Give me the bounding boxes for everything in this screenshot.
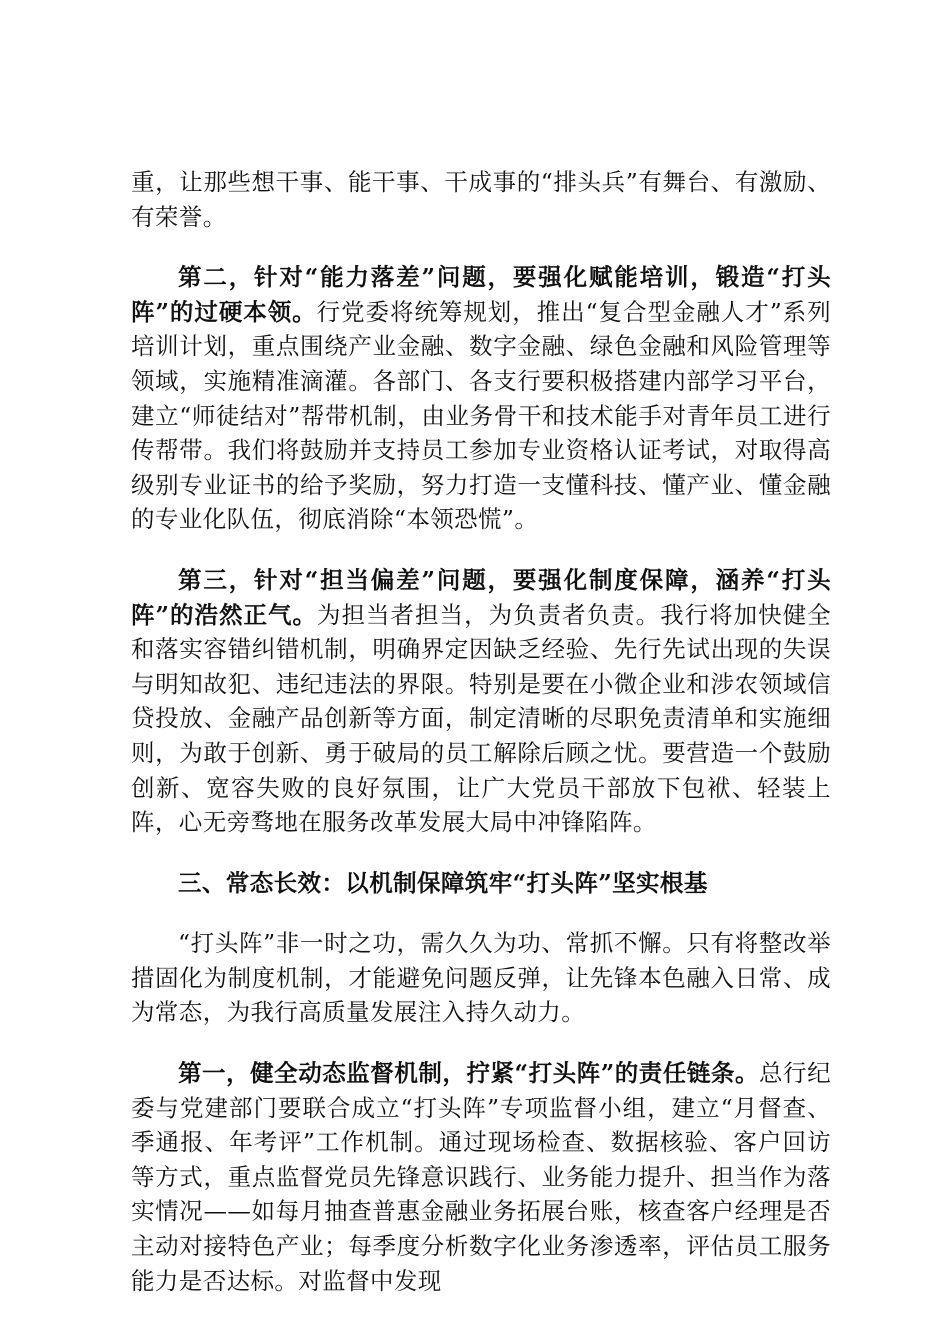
paragraph-lead-bold: 第二，针对“能力落差”问题，要强化赋能培训，锻造“打头阵”的过硬本领。 <box>131 263 831 326</box>
section-heading: 三、常态长效：以机制保障筑牢“打头阵”坚实根基 <box>178 868 708 897</box>
paragraph-continuation: 重，让那些想干事、能干事、干成事的“排头兵”有舞台、有激励、有荣誉。 <box>131 168 831 231</box>
paragraph-body: 为担当者担当，为负责者负责。我行将加快健全和落实容错纠错机制，明确界定因缺乏经验、先行先试出现的失误与明知故犯、违纪违法的界限。特别是要在小微企业和涉农领域信贷投放、金融产品创新等方面，制定清晰的尽职免责清单和实施细则，为敢于创新、勇于破局的员工解除后顾之忧。要营造一个鼓励创新、宽容失败的良好氛围，让广大党员干部放下包袱、轻装上阵，心无旁骛地在服务改革发展大局中冲锋陷阵。 <box>131 600 831 837</box>
paragraph-second-measure <box>131 260 831 537</box>
paragraph-body: 总行纪委与党建部门要联合成立“打头阵”专项监督小组，建立“月督查、季通报、年考评”工作机制。通过现场检查、数据核验、客户回访等方式，重点监督党员先锋意识践行、业务能力提升、担当作为落实情况——如每月抽查普惠金融业务拓展台账，核查客户经理是否主动对接特色产业；每季度分析数字化业务渗透率，评估员工服务能力是否达标。对监督中发现 <box>131 1059 831 1295</box>
paragraph-first-mechanism <box>131 1056 831 1298</box>
paragraph-lead-bold: 第三，针对“担当偏差”问题，要强化制度保障，涵养“打头阵”的浩然正气。 <box>131 565 831 629</box>
paragraph-lead-bold: 第一，健全动态监督机制，拧紧“打头阵”的责任链条。 <box>178 1059 760 1088</box>
paragraph-section-intro: “打头阵”非一时之功，需久久为功、常抓不懈。只有将整改举措固化为制度机制，才能避免问题反弹，让先锋本色融入日常、成为常态，为我行高质量发展注入持久动力。 <box>131 929 831 1027</box>
document-page <box>131 165 831 1324</box>
paragraph-body: 行党委将统筹规划，推出“复合型金融人才”系列培训计划，重点围绕产业金融、数字金融、绿色金融和风险管理等领域，实施精准滴灌。各部门、各支行要积极搭建内部学习平台，建立“师徒结对”帮带机制，由业务骨干和技术能手对青年员工进行传帮带。我们将鼓励并支持员工参加专业资格认证考试，对取得高级别专业证书的给予奖励，努力打造一支懂科技、懂产业、懂金融的专业化队伍，彻底消除“本领恐慌”。 <box>131 297 832 534</box>
paragraph-third-measure <box>131 563 831 840</box>
